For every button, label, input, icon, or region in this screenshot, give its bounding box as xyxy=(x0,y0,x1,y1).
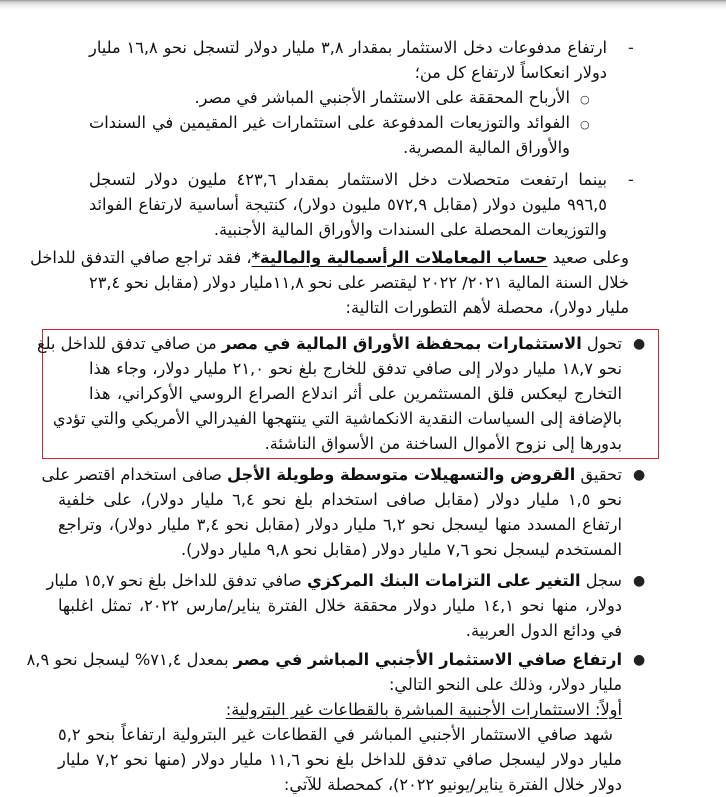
sub-bullet-marker: ○ xyxy=(580,93,590,106)
sub-bullet-text: والأوراق المالية المصرية. xyxy=(403,138,570,157)
paragraph-line: شهد صافي الاستثمار الأجنبي المباشر في القطاعات غير البترولية ارتفاعاً بنحو ٥,٢ xyxy=(58,725,613,744)
bullet-text: بدورها إلى نزوح الأموال الساخنة من الأسواق الناشئة. xyxy=(264,434,622,453)
bullet-heading: ارتفاع صافي الاستثمار الأجنبي المباشر في مصر xyxy=(233,650,622,669)
paragraph-line: دولار خلال الفترة يناير/يونيو ٢٠٢٢)، كمحصلة للآتي: xyxy=(283,775,622,794)
sub-bullet-text: الفوائد والتوزيعات المدفوعة على استثمارات غير المقيمين في السندات xyxy=(89,113,570,132)
bullet-text: سجل التغير على التزامات البنك المركزي صافي تدفق للداخل بلغ نحو ١٥,٧ مليار xyxy=(46,571,622,590)
bullet-text: تحقيق القروض والتسهيلات متوسطة وطويلة الأجل صافى استخدام اقتصر على xyxy=(41,465,622,484)
bullet-text: في ودائع الدول العربية. xyxy=(465,621,622,640)
paragraph-line: ٩٩٦,٥ مليون دولار (مقابل ٥٧٢,٩ مليون دولار)، كنتيجة أساسية لارتفاع الفوائد xyxy=(89,195,607,214)
bullet-marker: ● xyxy=(633,573,646,589)
paragraph-line: والتوزيعات المحصلة على السندات والأوراق المالية الأجنبية. xyxy=(213,220,607,239)
bullet-text: المستخدم ليسجل نحو ٧,٦ مليار دولار (مقابل نحو ٩,٨ مليار دولار). xyxy=(180,540,622,559)
bullet-text: بالإضافة إلى السياسات النقدية الانكماشية التي ينتهجها الفيدرالي الأمريكي والتي تؤدي xyxy=(52,409,622,428)
paragraph-line: مليار دولار)، محصلة لأهم التطورات التالية: xyxy=(345,298,629,317)
bullet-text: مليار دولار، وذلك على النحو التالي: xyxy=(388,675,622,694)
paragraph-line: مليار دولار ليسجل صافي تدفق للداخل بلغ نحو ١١,٦ مليار دولار (منها نحو ٧,٢ مليار xyxy=(58,750,622,769)
bullet-text: دولار، منها نحو ١٤,١ مليار دولار محققة خلال الفترة يناير/مارس ٢٠٢٢، تمثل اغلبها xyxy=(58,596,622,615)
bullet-text: نحو ١٨,٧ مليار دولار إلى صافي تدفق للخارج بلغ نحو ٢١,٠ مليار دولار، وجاء هذا xyxy=(89,359,623,378)
bullet-heading: التغير على التزامات البنك المركزي xyxy=(306,571,581,590)
bullet-text: نحو ١,٥ مليار دولار (مقابل صافى استخدام بلغ نحو ٦,٤ مليار دولار)، على خلفية xyxy=(58,490,622,509)
bullet-text: التخارج ليعكس قلق المستثمرين على أثر اندلاع الصراع الروسي الأوكراني، هذا xyxy=(89,384,622,403)
bullet-text: ارتفاع المسدد منها ليسجل نحو ٦,٢ مليار دولار (مقابل نحو ٣,٤ مليار دولار)، وتراجع xyxy=(58,515,622,534)
sub-bullet-marker: ○ xyxy=(580,118,590,131)
bullet-heading: الاستثمارات بمحفظة الأوراق المالية في مصر xyxy=(221,334,582,353)
paragraph-line: دولار انعكاساً لارتفاع كل من؛ xyxy=(414,63,607,82)
viewer-top-edge xyxy=(0,0,726,10)
bullet-marker: ● xyxy=(633,652,646,668)
sub-bullet-text: الأرباح المحققة على الاستثمار الأجنبي المباشر في مصر. xyxy=(194,88,570,107)
bullet-text: ارتفاع صافي الاستثمار الأجنبي المباشر في مصر بمعدل ٧١,٤% ليسجل نحو ٨,٩ xyxy=(26,650,622,669)
subsection-heading: أولاً: الاستثمارات الأجنبية المباشرة بالقطاعات غير البترولية: xyxy=(225,700,622,719)
bullet-marker: ● xyxy=(633,467,646,483)
capital-account-term: حساب المعاملات الرأسمالية والمالية* xyxy=(251,248,548,267)
dash-marker: - xyxy=(628,38,634,57)
paragraph-line: خلال السنة المالية ٢٠٢١/ ٢٠٢٢ ليقتصر على نحو ١١,٨مليار دولار (مقابل نحو ٢٣,٤ xyxy=(89,273,629,292)
bullet-text: تحول الاستثمارات بمحفظة الأوراق المالية في مصر من صافي تدفق للداخل بلغ xyxy=(36,334,622,353)
paragraph-line: وعلى صعيد حساب المعاملات الرأسمالية والمالية*، فقد تراجع صافي التدفق للداخل xyxy=(30,248,629,267)
dash-marker: - xyxy=(628,170,634,189)
paragraph-line: ارتفاع مدفوعات دخل الاستثمار بمقدار ٣,٨ مليار دولار لتسجل نحو ١٦,٨ مليار xyxy=(89,38,608,57)
bullet-heading: القروض والتسهيلات متوسطة وطويلة الأجل xyxy=(227,465,576,484)
bullet-marker: ● xyxy=(633,336,646,352)
paragraph-line: بينما ارتفعت متحصلات دخل الاستثمار بمقدار ٤٢٣,٦ مليون دولار لتسجل xyxy=(89,170,607,189)
